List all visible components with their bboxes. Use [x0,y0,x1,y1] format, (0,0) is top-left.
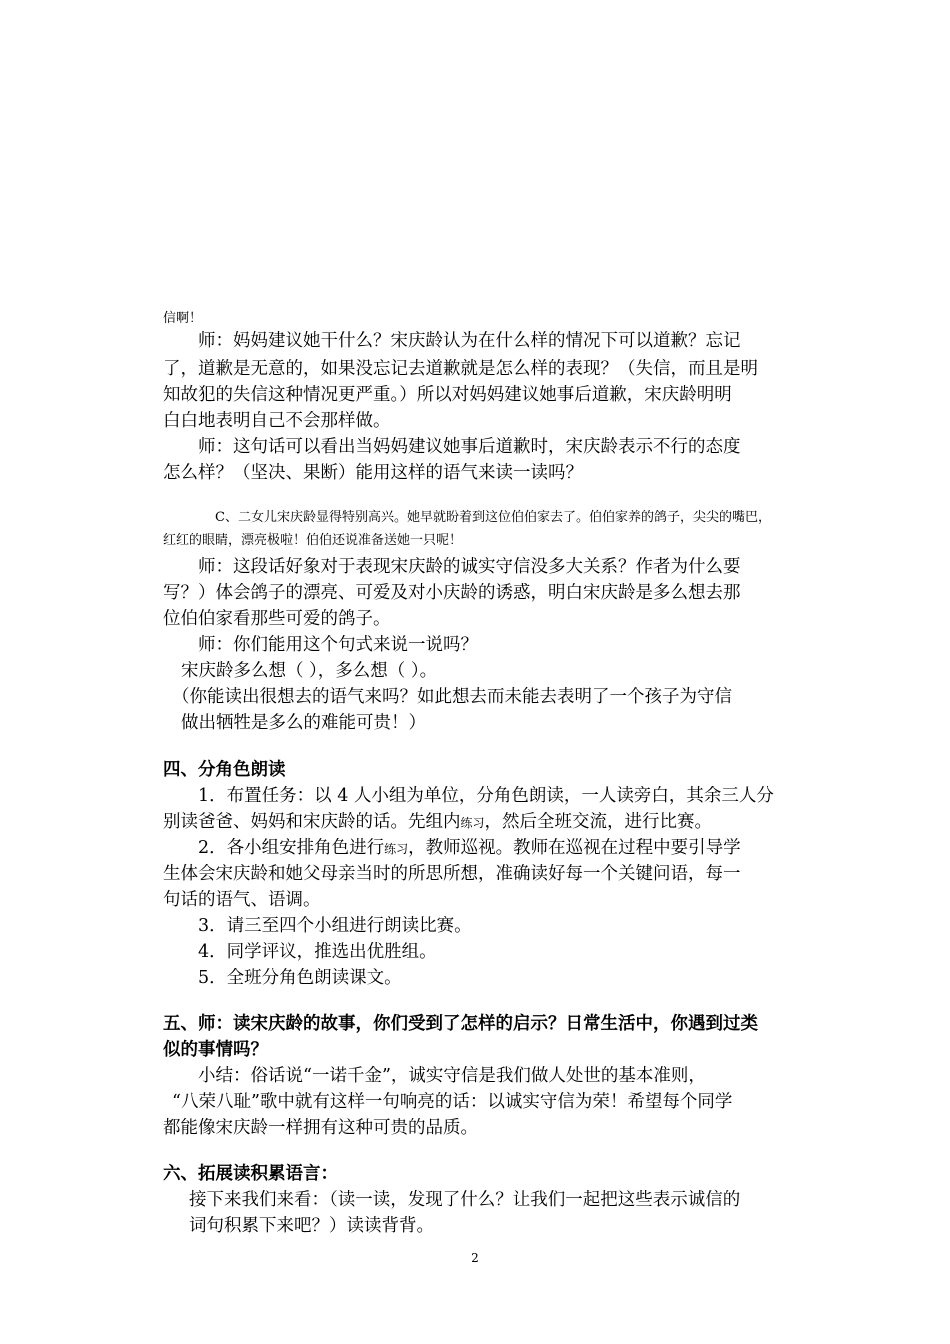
section-4-item-2-line-1 [198,835,741,862]
sentence-pattern: 宋庆龄多么想（ ），多么想（ ）。 [181,661,438,681]
paragraph-1-line-1: 师：妈妈建议她干什么？宋庆龄认为在什么样的情况下可以道歉？忘记 [198,331,741,351]
paragraph-1-line-3: 知故犯的失信这种情况更严重。）所以对妈妈建议她事后道歉，宋庆龄明明 [163,385,732,405]
section-4-item-1-text-c: ，然后全班交流，进行比赛。 [484,812,713,832]
section-6-line-2: 词句积累下来吧？）读读背背。 [189,1216,434,1236]
section-5-heading-line-2: 似的事情吗？ [163,1040,268,1060]
paragraph-4-line-3: （你能读出很想去的语气来吗？如此想去而未能去表明了一个孩子为守信 [172,687,732,707]
section-4-item-5: 5．全班分角色朗读课文。 [198,968,402,988]
paragraph-2-line-1: 师：这句话可以看出当妈妈建议她事后道歉时，宋庆龄表示不行的态度 [198,437,741,457]
paragraph-3-line-2: 写？）体会鸽子的漂亮、可爱及对小庆龄的诱惑，明白宋庆龄是多么想去那 [163,583,741,603]
section-4-item-2-text-a: 2．各小组安排角色进行 [198,838,385,858]
paragraph-2-line-2: 怎么样？（坚决、果断）能用这样的语气来读一读吗？ [163,463,583,483]
section-4-item-1-text-b: 练习 [460,816,485,830]
section-5-heading-line-1: 五、师：读宋庆龄的故事，你们受到了怎样的启示？日常生活中，你遇到过类 [163,1014,758,1034]
section-4-item-1-line-2 [163,809,712,836]
summary-line-1: 小结：俗话说“一诺千金”，诚实守信是我们做人处世的基本准则， [198,1066,706,1086]
section-4-item-1-line-1: 1．布置任务：以 4 人小组为单位，分角色朗读，一人读旁白，其余三人分 [198,786,774,806]
section-4-item-2-line-3: 句话的语气、语调。 [163,890,321,910]
section-4-item-3: 3．请三至四个小组进行朗读比赛。 [198,916,472,936]
continuation-line: 信啊！ [163,311,203,326]
page-number: 2 [471,1251,479,1265]
quote-c-line-2: 红红的眼睛，漂亮极啦！伯伯还说准备送她一只呢！ [163,533,463,548]
paragraph-1-line-4: 白白地表明自己不会那样做。 [163,411,391,431]
section-4-item-2-line-2: 生体会宋庆龄和她父母亲当时的所思所想，准确读好每一个关键问语，每一 [163,864,741,884]
paragraph-3-line-1: 师：这段话好象对于表现宋庆龄的诚实守信没多大关系？作者为什么要 [198,557,741,577]
summary-line-3: 都能像宋庆龄一样拥有这种可贵的品质。 [163,1118,478,1138]
section-4-item-2-text-b: 练习 [384,842,409,856]
paragraph-4-line-4: 做出牺牲是多么的难能可贵！） [181,713,426,733]
section-4-heading: 四、分角色朗读 [163,760,286,780]
section-4-item-2-text-c: ，教师巡视。教师在巡视在过程中要引导学 [408,838,741,858]
paragraph-3-line-3: 位伯伯家看那些可爱的鸽子。 [163,609,391,629]
section-4-item-1-text-a: 别读爸爸、妈妈和宋庆龄的话。先组内 [163,812,461,832]
section-4-item-4: 4．同学评议，推选出优胜组。 [198,942,437,962]
quote-c-line-1: C、二女儿宋庆龄显得特别高兴。她早就盼着到这位伯伯家去了。伯伯家养的鸽子，尖尖的嘴巴， [215,510,771,525]
summary-line-2: “八荣八耻”歌中就有这样一句响亮的话：以诚实守信为荣！希望每个同学 [172,1092,733,1112]
paragraph-4-line-1: 师：你们能用这个句式来说一说吗？ [198,635,478,655]
paragraph-1-line-2: 了，道歉是无意的，如果没忘记去道歉就是怎么样的表现？（失信，而且是明 [163,359,758,379]
section-6-heading: 六、拓展读积累语言： [163,1164,338,1184]
section-6-line-1: 接下来我们来看：（读一读，发现了什么？让我们一起把这些表示诚信的 [189,1190,741,1210]
